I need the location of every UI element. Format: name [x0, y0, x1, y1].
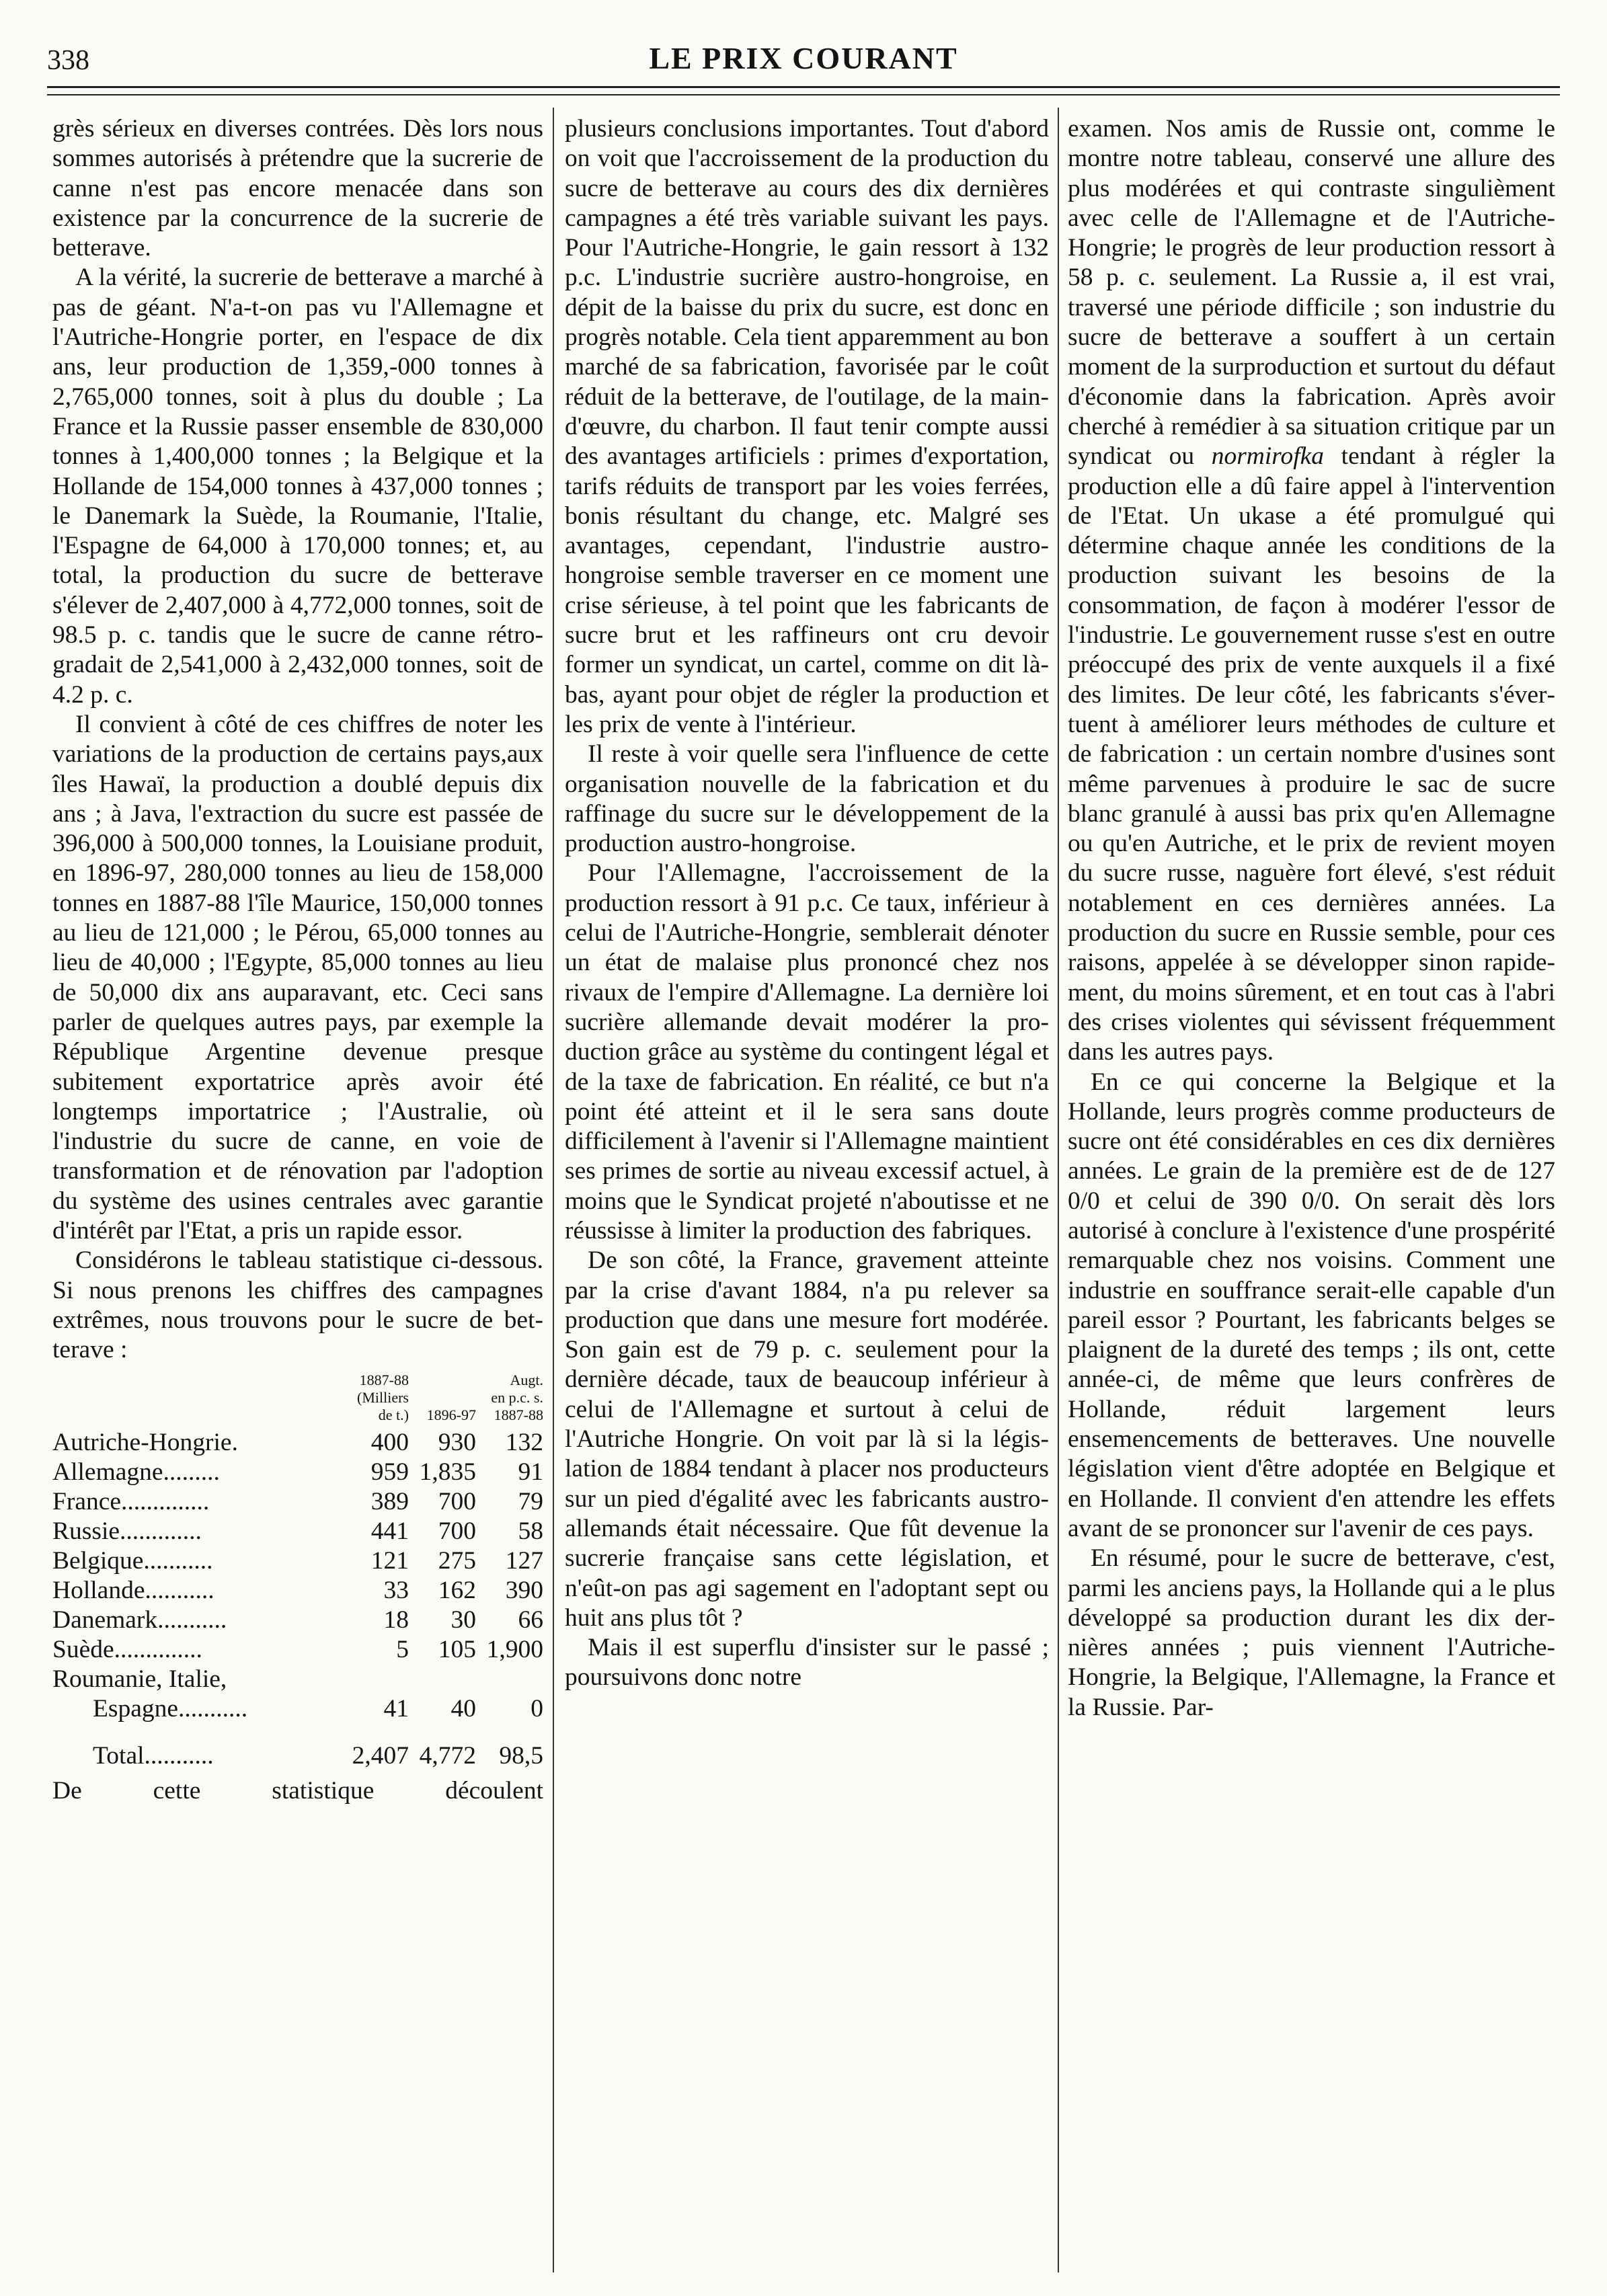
paragraph: De son côté, la France, gravement atteinte par la crise d'avant 1884, n'a pu relever sa production que dans une mesure fort modérée. Son gain est de 79 p. c. seulement pour la dernière décade, taux de beaucoup inférieur à celui de l'Allemagne et surtout à celui de l'Autriche Hongrie. On voit par là si la législation de 1884 tendant à placer nos producteurs sur un pied d'égalité avec les fabricants austro-allemands était nécessaire. Que fût devenue la sucrerie française sans cette législation, et n'eût-on pas agi sagement en l'adoptant sept ou huit ans plus tôt ?	[565, 1246, 1049, 1632]
header-rule	[47, 86, 1560, 88]
column-3	[1068, 114, 1555, 1723]
paragraph: En résumé, pour le sucre de betterave, c'est, parmi les anciens pays, la Hollande qui a le plus développé sa production durant les dix dernières années ; puis viennent l'Autriche-Hongrie, la Belgique, l'Allemagne, la France et la Russie. Par-	[1068, 1544, 1555, 1721]
table-total-row: Total........... 2,407 4,772 98,5	[93, 1742, 543, 1770]
paragraph: Pour l'Allemagne, l'accroissement de la production ressort à 91 p.c. Ce taux, inférieur à celui de l'Autriche-Hongrie, semblerait dénoter un état de malaise plus prononcé chez nos rivaux de l'empire d'Allemagne. La dernière loi sucrière allemande devait modérer la production grâce au système du contingent légal et de la taxe de fabrication. En réalité, ce but n'a point été atteint et il le sera sans doute difficilement à l'avenir si l'Allemagne maintient ses primes de sortie au niveau excessif actuel, à moins que le Syndicat projeté n'aboutisse et ne réussisse à limiter la production des fabriques.	[565, 859, 1049, 1244]
paragraph: A la vérité, la sucrerie de betterave a marché à pas de géant. N'a-t-on pas vu l'Allemagne et l'Autriche-Hongrie porter, en l'espace de dix ans, leur production de 1,359,-000 tonnes à 2,765,000 tonnes, soit à plus du double ; La France et la Russie passer ensemble de 830,000 tonnes à 1,400,000 tonnes ; la Belgique et la Hollande de 154,000 tonnes à 437,000 tonnes ; le Danemark la Suède, la Roumanie, l'Italie, l'Espagne de 64,000 à 170,000 tonnes; et, au total, la production du sucre de betterave s'élever de 2,407,000 à 4,772,000 tonnes, soit de 98.5 p. c. tandis que le sucre de canne rétrogradait de 2,541,000 à 2,432,000 tonnes, soit de 4.2 p. c.	[52, 264, 543, 709]
table-row: Roumanie, Italie,	[52, 1665, 227, 1694]
table-header	[52, 1372, 342, 1428]
paragraph: Considérons le tableau statistique ci-dessous. Si nous prenons les chiffres des campagnes extrêmes, nous trouvons pour le sucre de betterave :	[52, 1246, 543, 1364]
table-row: Belgique........... 121 275 127	[52, 1547, 543, 1575]
table-header: 1896-97	[426, 1407, 476, 1424]
column-divider-1	[553, 108, 554, 2272]
column-1	[52, 114, 543, 1807]
table-row: Suède.............. 5 105 1,900	[52, 1636, 543, 1664]
table-header-row	[52, 1372, 543, 1428]
table-row: Hollande........... 33 162 390	[52, 1577, 543, 1605]
paragraph: Mais il est superflu d'insister sur le passé ; poursuivons donc notre	[565, 1634, 1049, 1692]
page-header	[47, 35, 1560, 82]
header-rule-thin	[47, 94, 1560, 95]
table-row: Allemagne......... 959 1,835 91	[52, 1458, 543, 1487]
paragraph: examen. Nos amis de Russie ont, comme le montre notre tableau, conservé une allure des plus modérées et qui contraste singulièment avec celle de l'Allemagne et de l'Autriche-Hongrie; le progrès de leur production ressort à 58 p. c. seulement. La Russie a, il est vrai, traversé une période difficile ; son industrie du sucre de betterave a souffert à un certain moment de la surproduction et surtout du défaut d'économie dans la fabrication. Après avoir cherché à remédier à sa situation critique par un syndicat ou normirofka tendant à régler la production elle a dû faire appel à l'intervention de l'Etat. Un ukase a été promulgué qui détermine chaque année les conditions de la production suivant les besoins de la consommation, de façon à modérer l'essor de l'industrie. Le gouvernement russe s'est en outre préoccupé des prix de vente auxquels il a fixé des limites. De leur côté, les fabricants s'évertuent à améliorer leurs méthodes de culture et de fabrication : un certain nombre d'usines sont même parvenues à produire le sac de sucre blanc granulé à aussi bas prix qu'en Allemagne ou qu'en Autriche, et le prix de revient moyen du sucre russe, naguère fort élevé, s'est réduit notablement en ces dernières années. La production du sucre en Russie semble, pour ces raisons, appelée à se développer sinon rapidement, du moins sûrement, et en tout cas à l'abri des crises violentes qui sévissent fréquemment dans les autres pays.	[1068, 115, 1555, 1066]
table-row: Autriche-Hongrie. 400 930 132	[52, 1429, 543, 1457]
paragraph: En ce qui concerne la Belgique et la Hollande, leurs progrès comme producteurs de sucre ont été considérables en ces dix dernières années. Le grain de la première est de de 127 0/0 et celui de 390 0/0. On serait dès lors autorisé à conclure à l'existence d'une prospérité remarquable chez nos voisins. Comment une industrie en souffrance serait-elle capable d'un pareil essor ? Pourtant, les fabricants belges se plaignent de la dureté des temps ; ils ont, cette année-ci, de même que leurs confrères de Hollande, réduit largement leurs ensemencements de betteraves. Une nouvelle législation vient d'être adoptée en Belgique et en Hollande. Il convient d'en attendre les effets avant de se prononcer sur l'avenir de ces pays.	[1068, 1068, 1555, 1542]
column-2	[565, 114, 1049, 1693]
table-header: 1887-88 (Milliers de t.)	[357, 1372, 409, 1424]
table-row: Espagne........... 41 40 0	[93, 1695, 543, 1723]
journal-title: LE PRIX COURANT	[649, 41, 958, 75]
table-header: Augt. en p.c. s. 1887-88	[491, 1372, 543, 1424]
statistics-table	[52, 1372, 543, 1771]
paragraph: Il reste à voir quelle sera l'influence de cette organisation nouvelle de la fabrication et du raffinage du sucre sur le développement de la production austro-hongroise.	[565, 740, 1049, 858]
paragraph: Il convient à côté de ces chiffres de noter les variations de la production de certains pays,aux îles Hawaï, la production a doublé depuis dix ans ; à Java, l'extraction du sucre est passée de 396,000 à 500,000 tonnes, la Louisiane produit, en 1896-97, 280,000 tonnes au lieu de 158,000 tonnes en 1887-88 l'île Maurice, 150,000 tonnes au lieu de 121,000 ; le Pérou, 65,000 tonnes au lieu de 40,000 ; l'Egypte, 85,000 tonnes au lieu de 50,000 dix ans auparavant, etc. Ceci sans parler de quelques autres pays, par exemple la République Argentine devenue presque subitement exportatrice après avoir été longtemps importatrice ; l'Australie, où l'industrie du sucre de canne, en voie de transformation et de rénovation par l'adoption du système des usines centrales avec garantie d'intérêt par l'Etat, a pris un rapide essor.	[52, 710, 543, 1244]
paragraph: plusieurs conclusions importantes. Tout d'abord on voit que l'accroissement de la production du sucre de betterave au cours des dix dernières campagnes a été très variable suivant les pays. Pour l'Autriche-Hongrie, le gain ressort à 132 p.c. L'industrie sucrière austro-hongroise, en dépit de la baisse du prix du sucre, est donc en progrès notable. Cela tient apparemment au bon marché de sa fabrication, favorisée par le coût réduit de la betterave, de l'outilage, de la main-d'œuvre, du charbon. Il faut tenir compte aussi des avantages artificiels : primes d'exportation, tarifs réduits de transport par les voies ferrées, bonis résultant du change, etc. Malgré ses avantages, cependant, l'industrie austro-hongroise semble traverser en ce moment une crise sérieuse, à tel point que les fabricants de sucre brut et les raffineurs ont cru devoir former un syndicat, un cartel, comme on dit là-bas, ayant pour objet de régler la production et les prix de vente à l'intérieur.	[565, 115, 1049, 738]
column-divider-2	[1058, 108, 1059, 2272]
page-number: 338	[47, 45, 89, 76]
paragraph: grès sérieux en diverses contrées. Dès lors nous sommes autorisés à prétendre que la sucrerie de canne n'est pas encore menacée dans son existence par la concurrence de la sucrerie de betterave.	[52, 115, 543, 262]
italic-term: normirofka	[1211, 442, 1325, 471]
paragraph: De cette statistique découlent	[52, 1777, 543, 1805]
table-row: Danemark........... 18 30 66	[52, 1606, 543, 1634]
table-row: France.............. 389 700 79	[52, 1488, 543, 1516]
table-row: Russie............. 441 700 58	[52, 1517, 543, 1546]
